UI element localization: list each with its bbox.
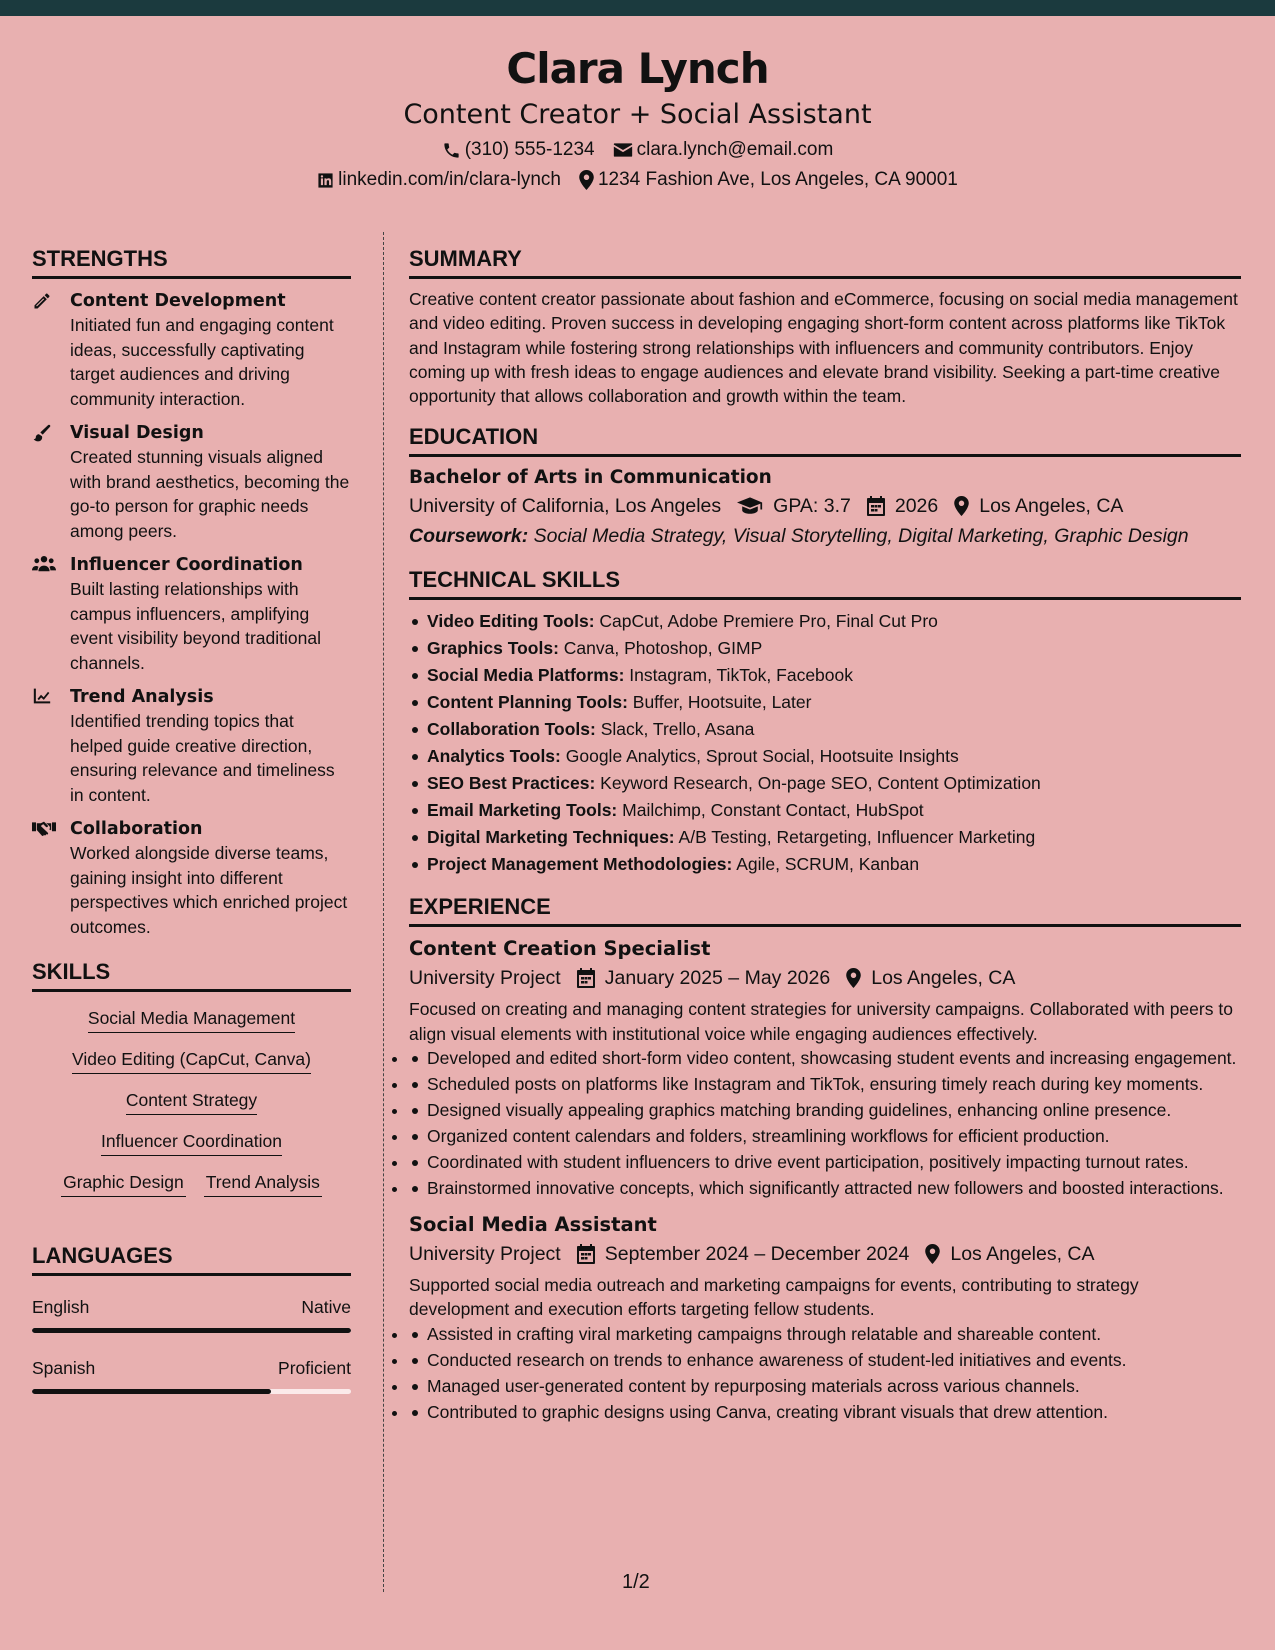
resume-header [0, 16, 1275, 204]
strength-text: Built lasting relationships with campus influencers, amplifying event visibility beyond traditional channels. [70, 579, 321, 673]
graduation-year: 2026 [894, 495, 939, 518]
calendar-icon [577, 968, 595, 988]
list-item: • Brainstormed innovative concepts, which significantly attracted new followers and boosted interactions. [409, 1176, 1241, 1201]
list-item: Social Media Platforms: Instagram, TikTok, Facebook [409, 662, 1241, 689]
education-meta [409, 491, 1241, 521]
job-description: Focused on creating and managing content strategies for university campaigns. Collaborated with peers to align visual elements with institutional voice while engaging audiences effectively. [409, 999, 1233, 1044]
summary-text: Creative content creator passionate about fashion and eCommerce, focusing on social media management and video editing. Proven success in developing engaging short-form content across platforms like TikTok and Instagram while fostering strong relationships with influencers and community contributors. Enjoy coming up with fresh ideas to engage audiences and elevate brand visibility. Seeking a part-time creative opportunity that allows collaboration and growth within the team. [409, 289, 1238, 407]
skills-title: SKILLS [32, 957, 351, 992]
strength-item [32, 289, 351, 411]
skill-tag: Trend Analysis [204, 1171, 322, 1197]
job-bullets [409, 1046, 1241, 1201]
location-pin-icon [925, 1244, 940, 1264]
strength-item [32, 685, 351, 807]
users-icon [32, 555, 56, 573]
email-contact[interactable] [613, 138, 834, 162]
list-item: • Conducted research on trends to enhance awareness of student-led initiatives and events. [409, 1348, 1241, 1373]
technical-skills-title: TECHNICAL SKILLS [409, 565, 1241, 600]
strength-text: Initiated fun and engaging content ideas, successfully captivating target audiences and driving community interaction. [70, 315, 334, 409]
strength-text: Worked alongside diverse teams, gaining insight into different perspectives which enriched project outcomes. [70, 843, 348, 937]
list-item: Email Marketing Tools: Mailchimp, Constant Contact, HubSpot [409, 797, 1241, 824]
language-proficiency-bar [32, 1328, 351, 1333]
calendar-icon [867, 496, 885, 516]
list-item: SEO Best Practices: Keyword Research, On-page SEO, Content Optimization [409, 770, 1241, 797]
strength-item [32, 421, 351, 543]
languages-section [32, 1241, 351, 1394]
experience-section [409, 892, 1241, 1424]
strength-text: Created stunning visuals aligned with brand aesthetics, becoming the go-to person for graphic needs among peers. [70, 447, 350, 541]
job-entry [409, 1211, 1241, 1425]
handshake-icon [32, 819, 56, 837]
job-bullets [409, 1322, 1241, 1425]
top-accent-bar [0, 0, 1275, 16]
technical-skills-list [409, 608, 1241, 878]
job-dates: September 2024 – December 2024 [604, 1242, 910, 1265]
language-name: English [32, 1297, 90, 1317]
language-item [32, 1296, 351, 1333]
education-location: Los Angeles, CA [979, 495, 1124, 518]
strength-item [32, 817, 351, 939]
graduation-cap-icon [737, 497, 763, 515]
left-column [32, 244, 351, 1394]
language-name: Spanish [32, 1358, 96, 1378]
job-location: Los Angeles, CA [871, 967, 1016, 990]
list-item: • Managed user-generated content by repurposing materials across various channels. [409, 1374, 1241, 1399]
coursework-text: Social Media Strategy, Visual Storytelling, Digital Marketing, Graphic Design [533, 525, 1189, 548]
list-item: Video Editing Tools: CapCut, Adobe Premiere Pro, Final Cut Pro [409, 608, 1241, 635]
list-item: Graphics Tools: Canva, Photoshop, GIMP [409, 635, 1241, 662]
gpa-text: GPA: 3.7 [773, 495, 851, 518]
chart-line-icon [32, 687, 52, 705]
education-section [409, 422, 1241, 551]
job-dates: January 2025 – May 2026 [604, 967, 831, 990]
job-meta [409, 1239, 1241, 1269]
contact-line-1 [0, 138, 1275, 162]
coursework [409, 521, 1241, 551]
language-level: Native [301, 1297, 351, 1317]
summary-title: SUMMARY [409, 244, 1241, 279]
list-item: • Developed and edited short-form video content, showcasing student events and increasing engagement. [409, 1046, 1241, 1071]
email-text: clara.lynch@email.com [636, 139, 834, 160]
strength-title: Visual Design [70, 423, 204, 443]
phone-contact[interactable] [442, 138, 595, 162]
job-title: Content Creation Specialist [409, 937, 711, 961]
language-proficiency-fill [32, 1328, 351, 1333]
location-pin-icon [954, 496, 969, 516]
pencil-icon [32, 291, 52, 311]
language-proficiency-bar [32, 1389, 351, 1394]
job-location: Los Angeles, CA [950, 1242, 1095, 1265]
list-item: Content Planning Tools: Buffer, Hootsuite, Later [409, 689, 1241, 716]
strength-title: Trend Analysis [70, 687, 214, 707]
school-name: University of California, Los Angeles [409, 495, 722, 518]
languages-title: LANGUAGES [32, 1241, 351, 1276]
strength-title: Collaboration [70, 819, 203, 839]
contact-line-2 [0, 168, 1275, 192]
skill-tag: Graphic Design [61, 1171, 186, 1197]
address-text: 1234 Fashion Ave, Los Angeles, CA 90001 [597, 169, 958, 190]
skill-tag: Social Media Management [40, 1007, 343, 1033]
list-item: • Coordinated with student influencers to drive event participation, positively impacting turnout rates. [409, 1150, 1241, 1175]
right-column [409, 244, 1241, 1426]
strength-text: Identified trending topics that helped guide creative direction, ensuring relevance and timeliness in content. [70, 711, 335, 805]
skill-tag: Content Strategy [40, 1089, 343, 1115]
list-item: • Scheduled posts on platforms like Instagram and TikTok, ensuring timely reach during key moments. [409, 1072, 1241, 1097]
list-item: • Assisted in crafting viral marketing campaigns through relatable and shareable content. [409, 1322, 1241, 1347]
phone-text: (310) 555-1234 [464, 139, 595, 160]
job-org: University Project [409, 967, 561, 990]
skill-tags [32, 1007, 351, 1197]
list-item: • Organized content calendars and folders, streamlining workflows for efficient production. [409, 1124, 1241, 1149]
paintbrush-icon [32, 423, 52, 443]
education-title: EDUCATION [409, 422, 1241, 457]
job-org: University Project [409, 1242, 561, 1265]
list-item: Project Management Methodologies: Agile, SCRUM, Kanban [409, 851, 1241, 878]
candidate-name: Clara Lynch [506, 44, 769, 93]
list-item: Analytics Tools: Google Analytics, Sprout Social, Hootsuite Insights [409, 743, 1241, 770]
column-divider [383, 232, 384, 1592]
job-meta [409, 963, 1241, 993]
list-item: Collaboration Tools: Slack, Trello, Asana [409, 716, 1241, 743]
strength-item [32, 553, 351, 675]
experience-title: EXPERIENCE [409, 892, 1241, 927]
location-pin-icon [579, 170, 594, 190]
job-entry [409, 935, 1241, 1201]
envelope-icon [613, 141, 633, 159]
list-item: • Contributed to graphic designs using Canva, creating vibrant visuals that drew attention. [409, 1400, 1241, 1425]
strength-title: Influencer Coordination [70, 555, 303, 575]
strengths-section [32, 244, 351, 939]
list-item: • Designed visually appealing graphics matching branding guidelines, enhancing online presence. [409, 1098, 1241, 1123]
job-description: Supported social media outreach and marketing campaigns for events, contributing to strategy development and execution efforts targeting fellow students. [409, 1274, 1139, 1320]
technical-skills-section [409, 565, 1241, 878]
linkedin-contact[interactable] [317, 168, 561, 192]
skills-section [32, 957, 351, 1197]
linkedin-icon [317, 172, 334, 189]
coursework-label: Coursework: [409, 525, 529, 548]
location-pin-icon [846, 968, 861, 988]
language-item [32, 1357, 351, 1394]
degree-title: Bachelor of Arts in Communication [409, 467, 772, 489]
page-number: 1/2 [622, 1571, 650, 1593]
language-level: Proficient [278, 1358, 351, 1378]
phone-icon [442, 141, 461, 160]
address-contact [579, 168, 958, 192]
linkedin-text: linkedin.com/in/clara-lynch [338, 169, 561, 190]
strength-title: Content Development [70, 291, 286, 311]
candidate-role: Content Creator + Social Assistant [403, 99, 872, 130]
calendar-icon [577, 1244, 595, 1264]
summary-section [409, 244, 1241, 408]
language-proficiency-fill [32, 1389, 271, 1394]
list-item: Digital Marketing Techniques: A/B Testing, Retargeting, Influencer Marketing [409, 824, 1241, 851]
strengths-title: STRENGTHS [32, 244, 351, 279]
skill-tag: Video Editing (CapCut, Canva) [40, 1048, 343, 1074]
job-title: Social Media Assistant [409, 1212, 657, 1236]
skill-tag: Influencer Coordination [40, 1130, 343, 1156]
